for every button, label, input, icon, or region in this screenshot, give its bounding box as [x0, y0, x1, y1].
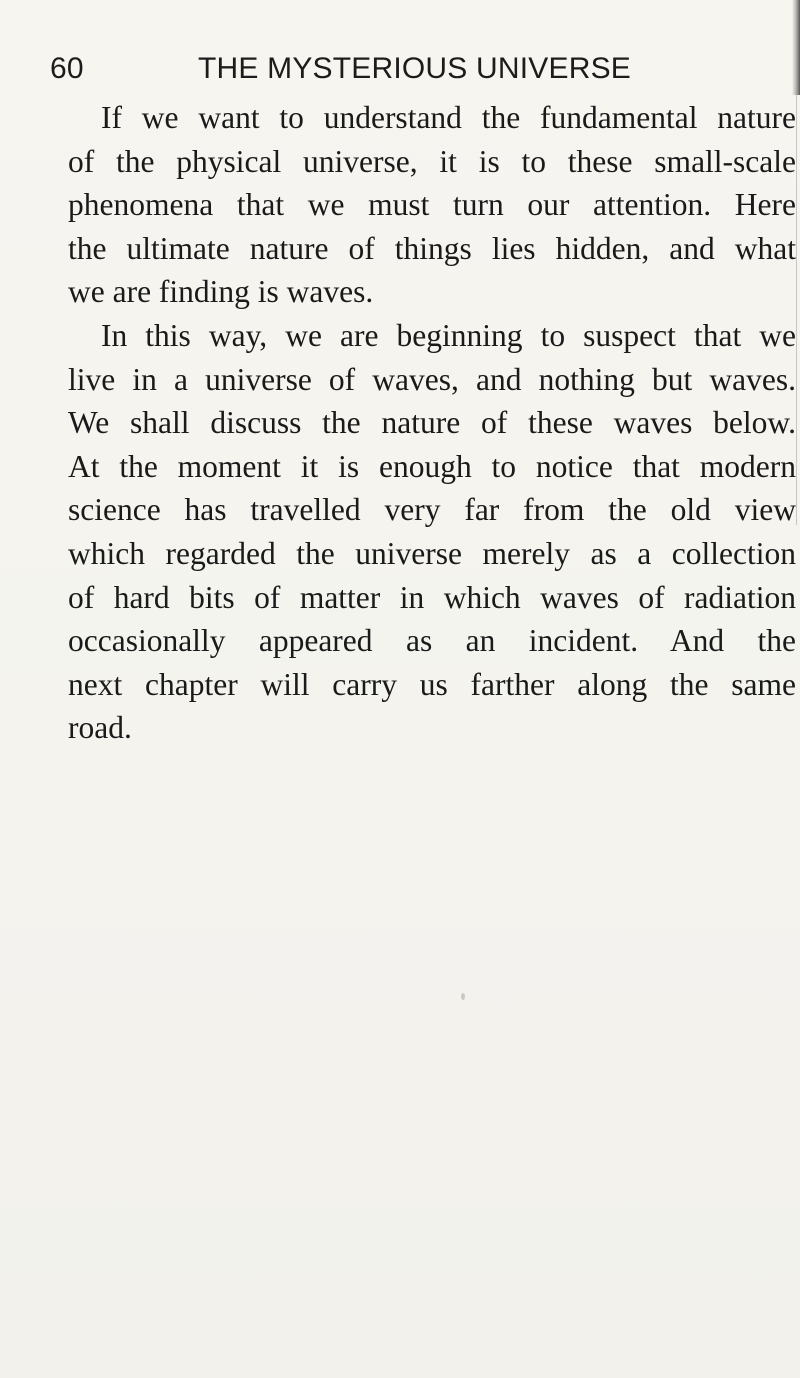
page-number: 60 — [50, 52, 84, 85]
text-line: live in a universe of waves, and nothing but waves. — [68, 361, 796, 397]
text-line: If we want to understand the fundamental nature — [101, 100, 796, 135]
text-line: of the physical universe, it is to these small-scale — [68, 143, 796, 179]
page-edge-shadow — [792, 0, 800, 95]
text-line: next chapter will carry us farther along the same — [68, 666, 796, 702]
body-text — [68, 96, 796, 750]
text-line: which regarded the universe merely as a collection — [68, 535, 796, 571]
text-line: occasionally appeared as an incident. And the — [68, 623, 796, 659]
text-line: we are finding is waves. — [68, 274, 374, 310]
paper-speck — [461, 993, 465, 1000]
text-line: phenomena that we must turn our attention. Here — [68, 187, 796, 223]
text-line: of hard bits of matter in which waves of radiation — [68, 579, 796, 615]
page-edge-line — [796, 95, 797, 525]
text-line: road. — [68, 710, 132, 746]
running-head: THE MYSTERIOUS UNIVERSE — [198, 52, 631, 85]
text-line: science has travelled very far from the old view — [68, 492, 796, 528]
text-line: At the moment it is enough to notice that modern — [68, 448, 796, 484]
page-header — [50, 52, 750, 92]
text-line: In this way, we are beginning to suspect that we — [101, 317, 796, 353]
text-line: the ultimate nature of things lies hidden, and what — [68, 230, 796, 266]
text-line: We shall discuss the nature of these waves below. — [68, 405, 796, 441]
